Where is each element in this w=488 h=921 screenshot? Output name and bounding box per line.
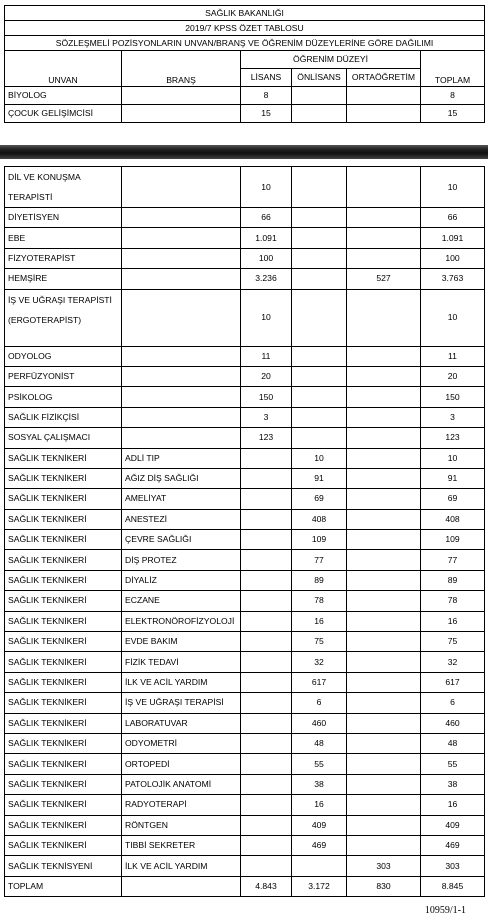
onlisans-cell: 16 <box>292 611 347 631</box>
ortaogretim-cell <box>347 105 421 123</box>
onlisans-cell: 77 <box>292 550 347 570</box>
toplam-cell: 15 <box>421 105 485 123</box>
onlisans-cell: 69 <box>292 489 347 509</box>
unvan-cell: SAĞLIK TEKNİKERİ <box>5 713 122 733</box>
onlisans-cell: 55 <box>292 754 347 774</box>
ortaogretim-cell <box>347 248 421 268</box>
onlisans-cell <box>292 208 347 228</box>
col-header-toplam: TOPLAM <box>421 51 485 87</box>
toplam-cell: 77 <box>421 550 485 570</box>
lisans-cell <box>241 489 292 509</box>
table-row <box>5 468 485 488</box>
onlisans-cell <box>292 366 347 386</box>
brans-cell: ODYOMETRİ <box>122 733 241 753</box>
toplam-cell: 1.091 <box>421 228 485 248</box>
ortaogretim-cell <box>347 387 421 407</box>
ortaogretim-cell <box>347 672 421 692</box>
table-row <box>5 208 485 228</box>
unvan-cell: SAĞLIK TEKNİKERİ <box>5 489 122 509</box>
lisans-cell: 20 <box>241 366 292 386</box>
table-row <box>5 87 485 105</box>
unvan-cell: SAĞLIK TEKNİSYENİ <box>5 856 122 876</box>
onlisans-cell <box>292 856 347 876</box>
ortaogretim-cell <box>347 550 421 570</box>
lisans-cell <box>241 835 292 855</box>
brans-cell <box>122 407 241 427</box>
toplam-cell: 91 <box>421 468 485 488</box>
brans-cell: ORTOPEDİ <box>122 754 241 774</box>
lisans-cell <box>241 448 292 468</box>
unvan-cell: SAĞLIK TEKNİKERİ <box>5 632 122 652</box>
ortaogretim-cell <box>347 795 421 815</box>
col-header-ortaogretim: ORTAÖĞRETİM <box>347 69 421 87</box>
ortaogretim-cell <box>347 733 421 753</box>
document-code: 10959/1-1 <box>424 905 466 916</box>
onlisans-cell <box>292 269 347 289</box>
onlisans-cell <box>292 87 347 105</box>
onlisans-cell <box>292 387 347 407</box>
lisans-cell <box>241 570 292 590</box>
onlisans-cell: 617 <box>292 672 347 692</box>
toplam-cell: 20 <box>421 366 485 386</box>
table-row <box>5 733 485 753</box>
lisans-cell <box>241 611 292 631</box>
ortaogretim-cell <box>347 652 421 672</box>
brans-cell <box>122 428 241 448</box>
table-row <box>5 509 485 529</box>
onlisans-cell: 6 <box>292 693 347 713</box>
table-row <box>5 530 485 550</box>
toplam-cell: 123 <box>421 428 485 448</box>
onlisans-cell: 32 <box>292 652 347 672</box>
unvan-cell: SAĞLIK TEKNİKERİ <box>5 448 122 468</box>
ortaogretim-cell <box>347 591 421 611</box>
table-row <box>5 407 485 427</box>
totals-brans-cell <box>122 876 241 896</box>
brans-cell <box>122 387 241 407</box>
onlisans-cell: 89 <box>292 570 347 590</box>
toplam-cell: 10 <box>421 289 485 346</box>
table-row <box>5 248 485 268</box>
toplam-cell: 10 <box>421 167 485 208</box>
unvan-cell: DİYETİSYEN <box>5 208 122 228</box>
unvan-cell: EBE <box>5 228 122 248</box>
table-row <box>5 570 485 590</box>
toplam-cell: 617 <box>421 672 485 692</box>
col-header-unvan: UNVAN <box>5 51 122 87</box>
lisans-cell: 11 <box>241 346 292 366</box>
lisans-cell: 66 <box>241 208 292 228</box>
onlisans-cell <box>292 428 347 448</box>
ortaogretim-cell <box>347 346 421 366</box>
brans-cell <box>122 208 241 228</box>
onlisans-cell: 109 <box>292 530 347 550</box>
unvan-cell: SAĞLIK TEKNİKERİ <box>5 611 122 631</box>
table-row <box>5 632 485 652</box>
table-row <box>5 269 485 289</box>
toplam-cell: 55 <box>421 754 485 774</box>
onlisans-cell: 78 <box>292 591 347 611</box>
unvan-cell: SAĞLIK TEKNİKERİ <box>5 468 122 488</box>
onlisans-cell <box>292 289 347 346</box>
unvan-cell: SAĞLIK TEKNİKERİ <box>5 835 122 855</box>
unvan-cell: SAĞLIK TEKNİKERİ <box>5 509 122 529</box>
ministry-title: SAĞLIK BAKANLIĞI <box>5 6 485 21</box>
brans-cell: AĞIZ DİŞ SAĞLIĞI <box>122 468 241 488</box>
lisans-cell <box>241 774 292 794</box>
ortaogretim-cell <box>347 167 421 208</box>
unvan-cell: HEMŞİRE <box>5 269 122 289</box>
ortaogretim-cell <box>347 208 421 228</box>
lisans-cell <box>241 530 292 550</box>
toplam-cell: 69 <box>421 489 485 509</box>
table-row <box>5 489 485 509</box>
table-description: SÖZLEŞMELİ POZİSYONLARIN UNVAN/BRANŞ VE ÖĞRENİM DÜZEYLERİNE GÖRE DAĞILIMI <box>5 36 485 51</box>
onlisans-cell: 408 <box>292 509 347 529</box>
table-row <box>5 105 485 123</box>
onlisans-cell: 91 <box>292 468 347 488</box>
onlisans-cell: 469 <box>292 835 347 855</box>
brans-cell <box>122 366 241 386</box>
brans-cell <box>122 269 241 289</box>
ortaogretim-cell <box>347 815 421 835</box>
toplam-cell: 32 <box>421 652 485 672</box>
totals-onlisans: 3.172 <box>292 876 347 896</box>
ortaogretim-cell <box>347 611 421 631</box>
lisans-cell <box>241 509 292 529</box>
lisans-cell <box>241 815 292 835</box>
brans-cell: ECZANE <box>122 591 241 611</box>
brans-cell: ADLİ TIP <box>122 448 241 468</box>
summary-subtitle: 2019/7 KPSS ÖZET TABLOSU <box>5 21 485 36</box>
table-row <box>5 387 485 407</box>
brans-cell <box>122 105 241 123</box>
onlisans-cell <box>292 346 347 366</box>
ortaogretim-cell <box>347 428 421 448</box>
ortaogretim-cell <box>347 509 421 529</box>
totals-ortaogretim: 830 <box>347 876 421 896</box>
table-row <box>5 167 485 208</box>
brans-cell: FİZİK TEDAVİ <box>122 652 241 672</box>
ortaogretim-cell <box>347 448 421 468</box>
table-row <box>5 228 485 248</box>
lisans-cell: 3.236 <box>241 269 292 289</box>
toplam-cell: 469 <box>421 835 485 855</box>
toplam-cell: 150 <box>421 387 485 407</box>
lisans-cell: 15 <box>241 105 292 123</box>
ortaogretim-cell <box>347 489 421 509</box>
brans-cell <box>122 87 241 105</box>
brans-cell <box>122 167 241 208</box>
lisans-cell <box>241 672 292 692</box>
table-row <box>5 795 485 815</box>
unvan-cell: SAĞLIK TEKNİKERİ <box>5 754 122 774</box>
table-row <box>5 693 485 713</box>
ortaogretim-cell <box>347 407 421 427</box>
toplam-cell: 89 <box>421 570 485 590</box>
scan-divider-band <box>0 145 488 159</box>
toplam-cell: 409 <box>421 815 485 835</box>
lisans-cell <box>241 591 292 611</box>
toplam-cell: 11 <box>421 346 485 366</box>
unvan-cell: SAĞLIK TEKNİKERİ <box>5 570 122 590</box>
toplam-cell: 109 <box>421 530 485 550</box>
positions-table <box>4 166 485 897</box>
table-row <box>5 652 485 672</box>
table-row <box>5 591 485 611</box>
toplam-cell: 408 <box>421 509 485 529</box>
onlisans-cell <box>292 105 347 123</box>
lisans-cell <box>241 733 292 753</box>
table-row <box>5 366 485 386</box>
table-row <box>5 754 485 774</box>
unvan-cell: SAĞLIK TEKNİKERİ <box>5 795 122 815</box>
lisans-cell <box>241 713 292 733</box>
unvan-cell: SAĞLIK TEKNİKERİ <box>5 530 122 550</box>
table-row <box>5 289 485 346</box>
brans-cell: EVDE BAKIM <box>122 632 241 652</box>
brans-cell: RÖNTGEN <box>122 815 241 835</box>
toplam-cell: 48 <box>421 733 485 753</box>
table-row <box>5 611 485 631</box>
lisans-cell: 3 <box>241 407 292 427</box>
unvan-cell: ODYOLOG <box>5 346 122 366</box>
ortaogretim-cell <box>347 774 421 794</box>
unvan-cell: PERFÜZYONİST <box>5 366 122 386</box>
unvan-cell: SAĞLIK TEKNİKERİ <box>5 672 122 692</box>
toplam-cell: 8 <box>421 87 485 105</box>
ortaogretim-cell <box>347 713 421 733</box>
brans-cell: ANESTEZİ <box>122 509 241 529</box>
brans-cell: İLK VE ACİL YARDIM <box>122 672 241 692</box>
unvan-cell: SAĞLIK TEKNİKERİ <box>5 652 122 672</box>
onlisans-cell: 16 <box>292 795 347 815</box>
onlisans-cell: 409 <box>292 815 347 835</box>
ortaogretim-cell <box>347 835 421 855</box>
table-row <box>5 713 485 733</box>
totals-label: TOPLAM <box>5 876 122 896</box>
brans-cell: AMELİYAT <box>122 489 241 509</box>
brans-cell <box>122 289 241 346</box>
brans-cell <box>122 228 241 248</box>
lisans-cell: 150 <box>241 387 292 407</box>
table-row <box>5 856 485 876</box>
toplam-cell: 78 <box>421 591 485 611</box>
table-row <box>5 774 485 794</box>
col-header-onlisans: ÖNLİSANS <box>292 69 347 87</box>
unvan-cell: BİYOLOG <box>5 87 122 105</box>
table-row <box>5 672 485 692</box>
unvan-cell: FİZYOTERAPİST <box>5 248 122 268</box>
ortaogretim-cell <box>347 228 421 248</box>
unvan-cell: SAĞLIK TEKNİKERİ <box>5 774 122 794</box>
lisans-cell <box>241 652 292 672</box>
lisans-cell: 1.091 <box>241 228 292 248</box>
brans-cell: LABORATUVAR <box>122 713 241 733</box>
brans-cell: PATOLOJİK ANATOMİ <box>122 774 241 794</box>
brans-cell: ELEKTRONÖROFİZYOLOJİ <box>122 611 241 631</box>
toplam-cell: 16 <box>421 611 485 631</box>
lisans-cell <box>241 754 292 774</box>
toplam-cell: 3.763 <box>421 269 485 289</box>
lisans-cell: 100 <box>241 248 292 268</box>
table-row <box>5 448 485 468</box>
ortaogretim-cell <box>347 632 421 652</box>
ortaogretim-cell <box>347 87 421 105</box>
ortaogretim-cell <box>347 754 421 774</box>
lisans-cell <box>241 550 292 570</box>
table-row <box>5 346 485 366</box>
unvan-cell: İŞ VE UĞRAŞI TERAPİSTİ (ERGOTERAPİST) <box>5 289 122 346</box>
toplam-cell: 38 <box>421 774 485 794</box>
unvan-cell: SAĞLIK TEKNİKERİ <box>5 815 122 835</box>
toplam-cell: 3 <box>421 407 485 427</box>
totals-toplam: 8.845 <box>421 876 485 896</box>
lisans-cell <box>241 468 292 488</box>
lisans-cell <box>241 856 292 876</box>
brans-cell: İLK VE ACİL YARDIM <box>122 856 241 876</box>
brans-cell: DİYALİZ <box>122 570 241 590</box>
col-header-brans: BRANŞ <box>122 51 241 87</box>
brans-cell: ÇEVRE SAĞLIĞI <box>122 530 241 550</box>
lisans-cell: 10 <box>241 289 292 346</box>
table-row <box>5 835 485 855</box>
ortaogretim-cell <box>347 530 421 550</box>
toplam-cell: 66 <box>421 208 485 228</box>
unvan-cell: SOSYAL ÇALIŞMACI <box>5 428 122 448</box>
brans-cell: DİŞ PROTEZ <box>122 550 241 570</box>
onlisans-cell: 75 <box>292 632 347 652</box>
ortaogretim-cell: 303 <box>347 856 421 876</box>
onlisans-cell: 10 <box>292 448 347 468</box>
brans-cell: İŞ VE UĞRAŞI TERAPİSİ <box>122 693 241 713</box>
onlisans-cell <box>292 407 347 427</box>
toplam-cell: 16 <box>421 795 485 815</box>
unvan-cell: DİL VE KONUŞMA TERAPİSTİ <box>5 167 122 208</box>
lisans-cell: 10 <box>241 167 292 208</box>
header-table <box>4 5 485 123</box>
table-row <box>5 815 485 835</box>
table-row <box>5 550 485 570</box>
ortaogretim-cell <box>347 289 421 346</box>
ortaogretim-cell <box>347 366 421 386</box>
ortaogretim-cell <box>347 468 421 488</box>
ortaogretim-cell <box>347 693 421 713</box>
onlisans-cell: 48 <box>292 733 347 753</box>
brans-cell: RADYOTERAPİ <box>122 795 241 815</box>
totals-lisans: 4.843 <box>241 876 292 896</box>
lisans-cell: 123 <box>241 428 292 448</box>
col-header-lisans: LİSANS <box>241 69 292 87</box>
totals-row <box>5 876 485 896</box>
onlisans-cell: 460 <box>292 713 347 733</box>
toplam-cell: 10 <box>421 448 485 468</box>
unvan-cell: SAĞLIK FİZİKÇİSİ <box>5 407 122 427</box>
unvan-cell: PSİKOLOG <box>5 387 122 407</box>
brans-cell <box>122 346 241 366</box>
toplam-cell: 303 <box>421 856 485 876</box>
brans-cell <box>122 248 241 268</box>
onlisans-cell: 38 <box>292 774 347 794</box>
unvan-cell: SAĞLIK TEKNİKERİ <box>5 550 122 570</box>
brans-cell: TIBBİ SEKRETER <box>122 835 241 855</box>
onlisans-cell <box>292 167 347 208</box>
toplam-cell: 100 <box>421 248 485 268</box>
toplam-cell: 460 <box>421 713 485 733</box>
toplam-cell: 75 <box>421 632 485 652</box>
unvan-cell: SAĞLIK TEKNİKERİ <box>5 693 122 713</box>
toplam-cell: 6 <box>421 693 485 713</box>
lisans-cell: 8 <box>241 87 292 105</box>
unvan-cell: ÇOCUK GELİŞİMCİSİ <box>5 105 122 123</box>
table-row <box>5 428 485 448</box>
onlisans-cell <box>292 228 347 248</box>
ortaogretim-cell: 527 <box>347 269 421 289</box>
lisans-cell <box>241 632 292 652</box>
ortaogretim-cell <box>347 570 421 590</box>
col-header-ogrenim: ÖĞRENİM DÜZEYİ <box>241 51 421 69</box>
onlisans-cell <box>292 248 347 268</box>
unvan-cell: SAĞLIK TEKNİKERİ <box>5 733 122 753</box>
lisans-cell <box>241 795 292 815</box>
lisans-cell <box>241 693 292 713</box>
unvan-cell: SAĞLIK TEKNİKERİ <box>5 591 122 611</box>
